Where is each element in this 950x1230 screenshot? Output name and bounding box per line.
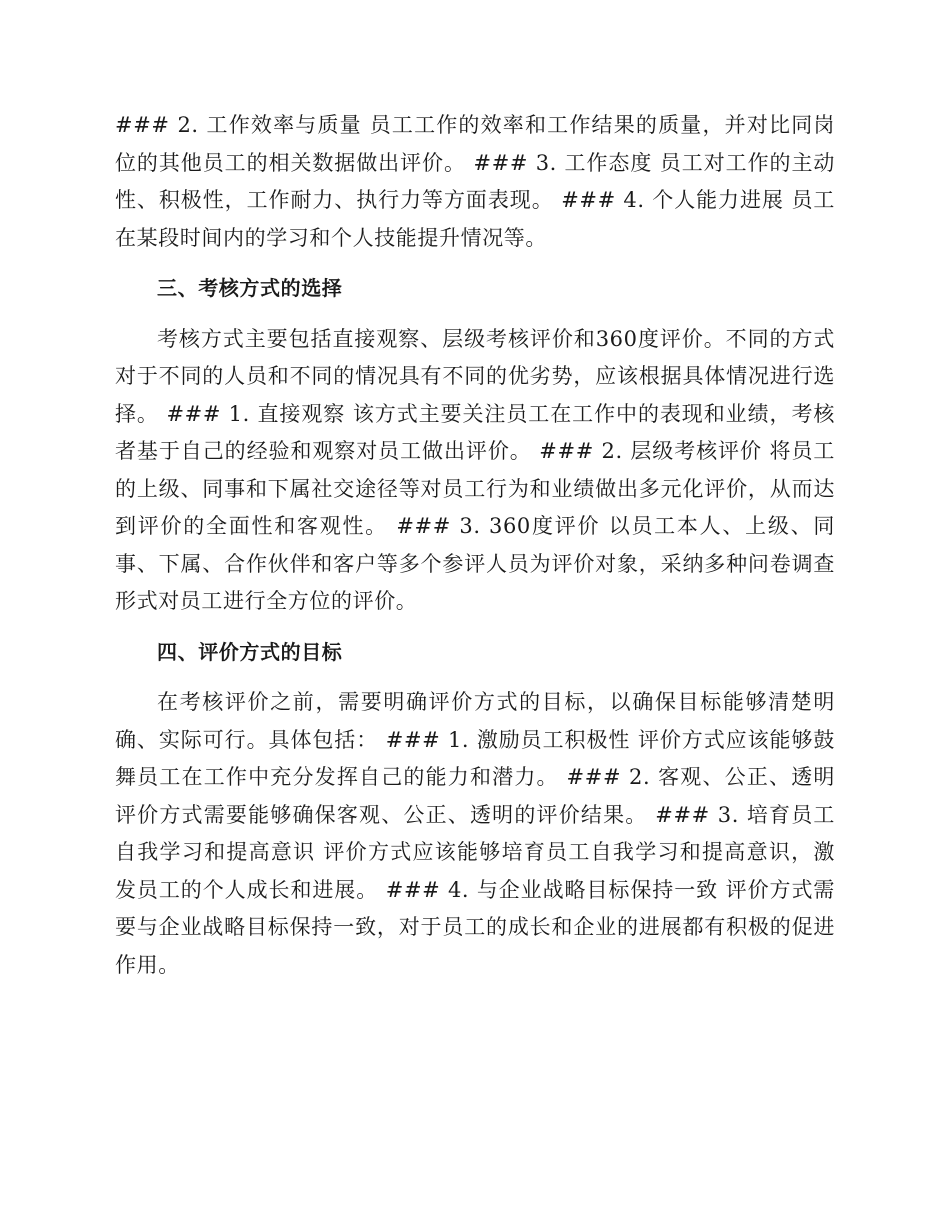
paragraph-work-criteria: ### 2. 工作效率与质量 员工工作的效率和工作结果的质量，并对比同岗位的其他员工的相关数据做出评价。 ### 3. 工作态度 员工对工作的主动性、积极性，工作耐力、执行力等方面表现。 ### 4. 个人能力进展 员工在某段时间内的学习和个人技能提升情况等。: [115, 113, 835, 250]
paragraph-assessment-methods: 考核方式主要包括直接观察、层级考核评价和360度评价。不同的方式对于不同的人员和不同的情况具有不同的优劣势，应该根据具体情况进行选择。 ### 1. 直接观察 该方式主要关注员工在工作中的表现和业绩，考核者基于自己的经验和观察对员工做出评价。 ### 2. 层级考核评价 将员工的上级、同事和下属社交途径等对员工行为和业绩做出多元化评价，从而达到评价的全面性和客观性。 ### 3. 360度评价 以员工本人、上级、同事、下属、合作伙伴和客户等多个参评人员为评价对象，采纳多种问卷调查形式对员工进行全方位的评价。: [115, 326, 835, 613]
section-heading-assessment-methods: 三、考核方式的选择: [157, 276, 343, 300]
section-heading-evaluation-goals: 四、评价方式的目标: [157, 639, 343, 664]
paragraph-evaluation-goals: 在考核评价之前，需要明确评价方式的目标，以确保目标能够清楚明确、实际可行。具体包括： ### 1. 激励员工积极性 评价方式应该能够鼓舞员工在工作中充分发挥自己的能力和潜力。 ### 2. 客观、公正、透明 评价方式需要能够确保客观、公正、透明的评价结果。 ### 3. 培育员工自我学习和提高意识 评价方式应该能够培育员工自我学习和提高意识，激发员工的个人成长和进展。 ### 4. 与企业战略目标保持一致 评价方式需要与企业战略目标保持一致，对于员工的成长和企业的进展都有积极的促进作用。: [115, 690, 835, 977]
